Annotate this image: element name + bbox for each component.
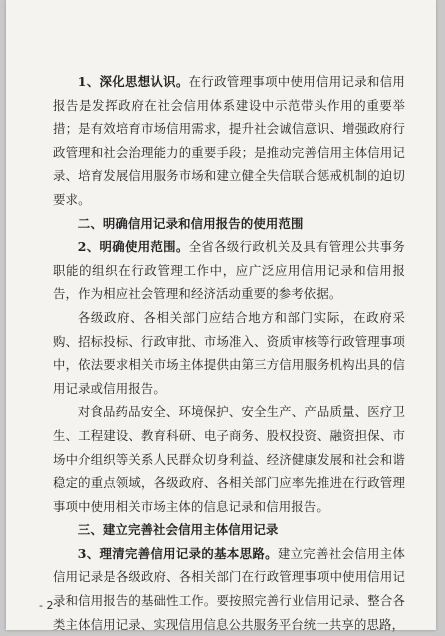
paragraph-1 xyxy=(53,70,405,212)
paragraph-lead: 2、明确使用范围。 xyxy=(77,239,189,255)
paragraph-lead: 3、理清完善信用记录的基本思路。 xyxy=(77,545,278,561)
paragraph-2 xyxy=(53,235,405,306)
document-page xyxy=(6,0,436,630)
paragraph-5 xyxy=(53,542,405,636)
page-number: - 2 - xyxy=(39,599,61,612)
paragraph-3: 各级政府、各相关部门应结合地方和部门实际，在政府采购、招标投标、行政审批、市场准入、资质审核等行政管理事项中，依法要求相关市场主体提供由第三方信用服务机构出具的信用记录或信用报告。 xyxy=(53,309,405,396)
paragraph-text: 建立完善社会信用主体信用记录是各级政府、各相关部门在行政管理事项中使用信用记录和信用报告的基础性工作。要按照完善行业信用记录、整合各类主体信用记录、实现信用信息公共服务平台统一共享的思路， xyxy=(53,545,406,632)
section-heading-3: 三、建立完善社会信用主体信用记录 xyxy=(77,522,279,538)
paragraph-lead: 1、深化思想认识。 xyxy=(77,74,189,89)
paragraph-text: 在行政管理事项中使用信用记录和信用报告是发挥政府在社会信用体系建设中示范带头作用的重要举措；是有效培育市场信用需求，提升社会诚信意识、增强政府行政管理和社会治理能力的重要手段；是推动完善信用主体信用记录、培育发展信用服务市场和建立健全失信联合惩戒机制的迫切要求。 xyxy=(53,74,405,207)
section-heading-2: 二、明确信用记录和信用报告的使用范围 xyxy=(77,215,304,231)
paragraph-text: 全省各级行政机关及具有管理公共事务职能的组织在行政管理工作中，应广泛应用信用记录和信用报告，作为相应社会管理和经济活动重要的参考依据。 xyxy=(53,239,405,302)
body-text xyxy=(53,70,405,636)
paragraph-4: 对食品药品安全、环境保护、安全生产、产品质量、医疗卫生、工程建设、教育科研、电子商务、股权投资、融资担保、市场中介组织等关系人民群众切身利益、经济健康发展和社会和谐稳定的重点领域，各级政府、各相关部门应率先推进在行政管理事项中使用相关市场主体的信息记录和信用报告。 xyxy=(53,404,405,514)
